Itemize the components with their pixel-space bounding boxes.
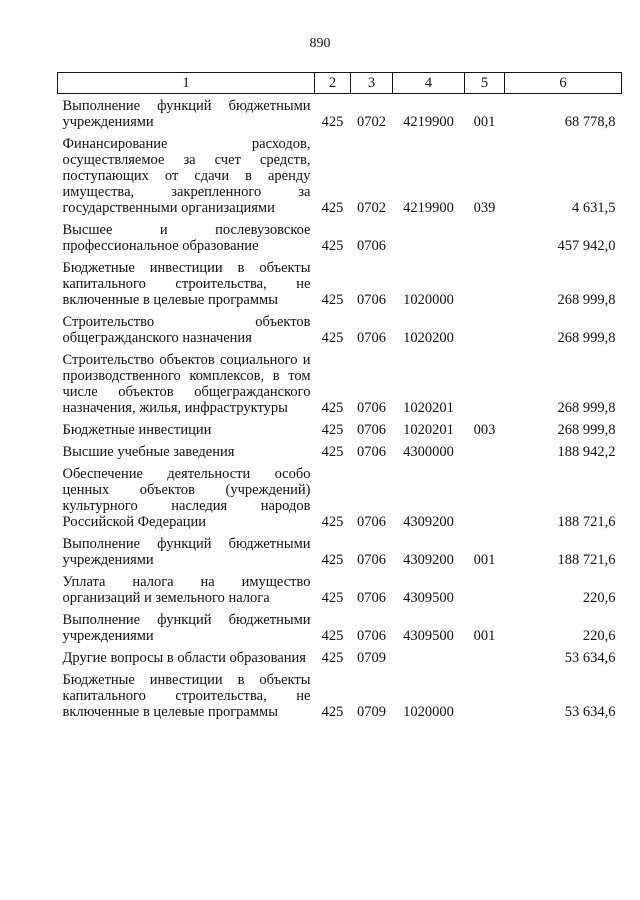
header-col-2: 2 (315, 73, 351, 94)
row-expense-type-code: 001 (473, 628, 496, 644)
row-ministry-code: 425 (321, 628, 344, 644)
row-name: Строительство объектов общегражданского назначения (62, 314, 311, 346)
row-name: Уплата налога на имущество организаций и земельного налога (62, 574, 311, 606)
budget-table (57, 72, 622, 722)
header-col-4: 4 (393, 73, 465, 94)
row-amount: 188 942,2 (557, 444, 616, 460)
row-target-code: 4300000 (403, 444, 454, 460)
header-col-1: 1 (58, 73, 315, 94)
table-row (58, 646, 622, 668)
row-target-code (393, 646, 465, 668)
row-amount: 4 631,5 (572, 200, 616, 216)
table-row (58, 310, 622, 348)
table-row (58, 418, 622, 440)
row-ministry-code: 425 (321, 422, 344, 438)
row-amount: 457 942,0 (557, 238, 616, 254)
row-name: Высшие учебные заведения (62, 444, 235, 460)
row-expense-type-code (465, 348, 505, 418)
table-row (58, 668, 622, 722)
row-section-code: 0709 (357, 650, 386, 666)
row-amount: 220,6 (582, 590, 616, 606)
table-row (58, 440, 622, 462)
table-row (58, 532, 622, 570)
row-section-code: 0706 (357, 444, 386, 460)
table-row (58, 132, 622, 218)
row-amount: 268 999,8 (557, 422, 616, 438)
row-name: Обеспечение деятельности особо ценных объектов (учреждений) культурного наследия народов Российской Федерации (62, 466, 311, 530)
header-col-3: 3 (351, 73, 393, 94)
row-target-code: 1020201 (403, 400, 454, 416)
row-expense-type-code: 003 (473, 422, 496, 438)
row-target-code: 4219900 (403, 114, 454, 130)
row-amount: 220,6 (582, 628, 616, 644)
row-section-code: 0709 (357, 704, 386, 720)
page-number: 890 (309, 36, 331, 51)
row-name: Финансирование расходов, осуществляемое за счет средств, поступающих от сдачи в аренду имущества, закрепленного за государственными организациями (62, 136, 311, 216)
row-name: Выполнение функций бюджетными учреждениями (62, 612, 311, 644)
row-amount: 188 721,6 (557, 552, 616, 568)
row-ministry-code: 425 (321, 114, 344, 130)
row-expense-type-code (465, 310, 505, 348)
row-ministry-code: 425 (321, 444, 344, 460)
row-expense-type-code (465, 570, 505, 608)
row-expense-type-code (465, 256, 505, 310)
row-section-code: 0706 (357, 330, 386, 346)
row-target-code: 4309200 (403, 514, 454, 530)
row-target-code: 4309200 (403, 552, 454, 568)
row-ministry-code: 425 (321, 650, 344, 666)
header-col-5: 5 (465, 73, 505, 94)
row-expense-type-code (465, 646, 505, 668)
row-amount: 188 721,6 (557, 514, 616, 530)
table-row (58, 570, 622, 608)
header-row (58, 73, 622, 94)
row-ministry-code: 425 (321, 552, 344, 568)
row-amount: 268 999,8 (557, 400, 616, 416)
row-target-code: 1020200 (403, 330, 454, 346)
table-row (58, 256, 622, 310)
row-ministry-code: 425 (321, 292, 344, 308)
row-amount: 68 778,8 (564, 114, 616, 130)
row-amount: 268 999,8 (557, 292, 616, 308)
row-ministry-code: 425 (321, 238, 344, 254)
row-expense-type-code: 039 (473, 200, 496, 216)
table-row (58, 462, 622, 532)
row-expense-type-code (465, 462, 505, 532)
row-ministry-code: 425 (321, 330, 344, 346)
row-section-code: 0706 (357, 422, 386, 438)
row-ministry-code: 425 (321, 514, 344, 530)
row-section-code: 0702 (357, 114, 386, 130)
row-ministry-code: 425 (321, 590, 344, 606)
row-target-code: 4309500 (403, 628, 454, 644)
row-section-code: 0706 (357, 628, 386, 644)
row-target-code: 1020000 (403, 292, 454, 308)
row-expense-type-code: 001 (473, 114, 496, 130)
table-row (58, 218, 622, 256)
row-section-code: 0706 (357, 400, 386, 416)
row-amount: 53 634,6 (564, 650, 616, 666)
table-row (58, 608, 622, 646)
row-section-code: 0706 (357, 590, 386, 606)
table-header (58, 73, 622, 94)
row-name: Выполнение функций бюджетными учреждениями (62, 98, 311, 130)
row-expense-type-code (465, 668, 505, 722)
header-col-6: 6 (505, 73, 622, 94)
row-section-code: 0706 (357, 292, 386, 308)
row-expense-type-code (465, 218, 505, 256)
row-name: Выполнение функций бюджетными учреждениями (62, 536, 311, 568)
row-expense-type-code (465, 440, 505, 462)
row-ministry-code: 425 (321, 704, 344, 720)
row-ministry-code: 425 (321, 400, 344, 416)
table-body (58, 94, 622, 723)
row-section-code: 0706 (357, 552, 386, 568)
row-ministry-code: 425 (321, 200, 344, 216)
row-name: Бюджетные инвестиции в объекты капитального строительства, не включенные в целевые программы (62, 672, 311, 720)
row-target-code: 4219900 (403, 200, 454, 216)
row-name: Другие вопросы в области образования (62, 650, 306, 666)
row-name: Строительство объектов социального и производственного комплексов, в том числе объектов общегражданского назначения, жилья, инфраструктуры (62, 352, 311, 416)
table-row (58, 348, 622, 418)
row-expense-type-code: 001 (473, 552, 496, 568)
row-target-code (393, 218, 465, 256)
row-name: Высшее и послевузовское профессиональное образование (62, 222, 311, 254)
row-name: Бюджетные инвестиции в объекты капитального строительства, не включенные в целевые программы (62, 260, 311, 308)
table-row (58, 94, 622, 133)
row-target-code: 1020000 (403, 704, 454, 720)
row-section-code: 0706 (357, 238, 386, 254)
row-amount: 53 634,6 (564, 704, 616, 720)
row-section-code: 0706 (357, 514, 386, 530)
row-section-code: 0702 (357, 200, 386, 216)
row-target-code: 1020201 (403, 422, 454, 438)
row-amount: 268 999,8 (557, 330, 616, 346)
row-target-code: 4309500 (403, 590, 454, 606)
row-name: Бюджетные инвестиции (62, 422, 212, 438)
